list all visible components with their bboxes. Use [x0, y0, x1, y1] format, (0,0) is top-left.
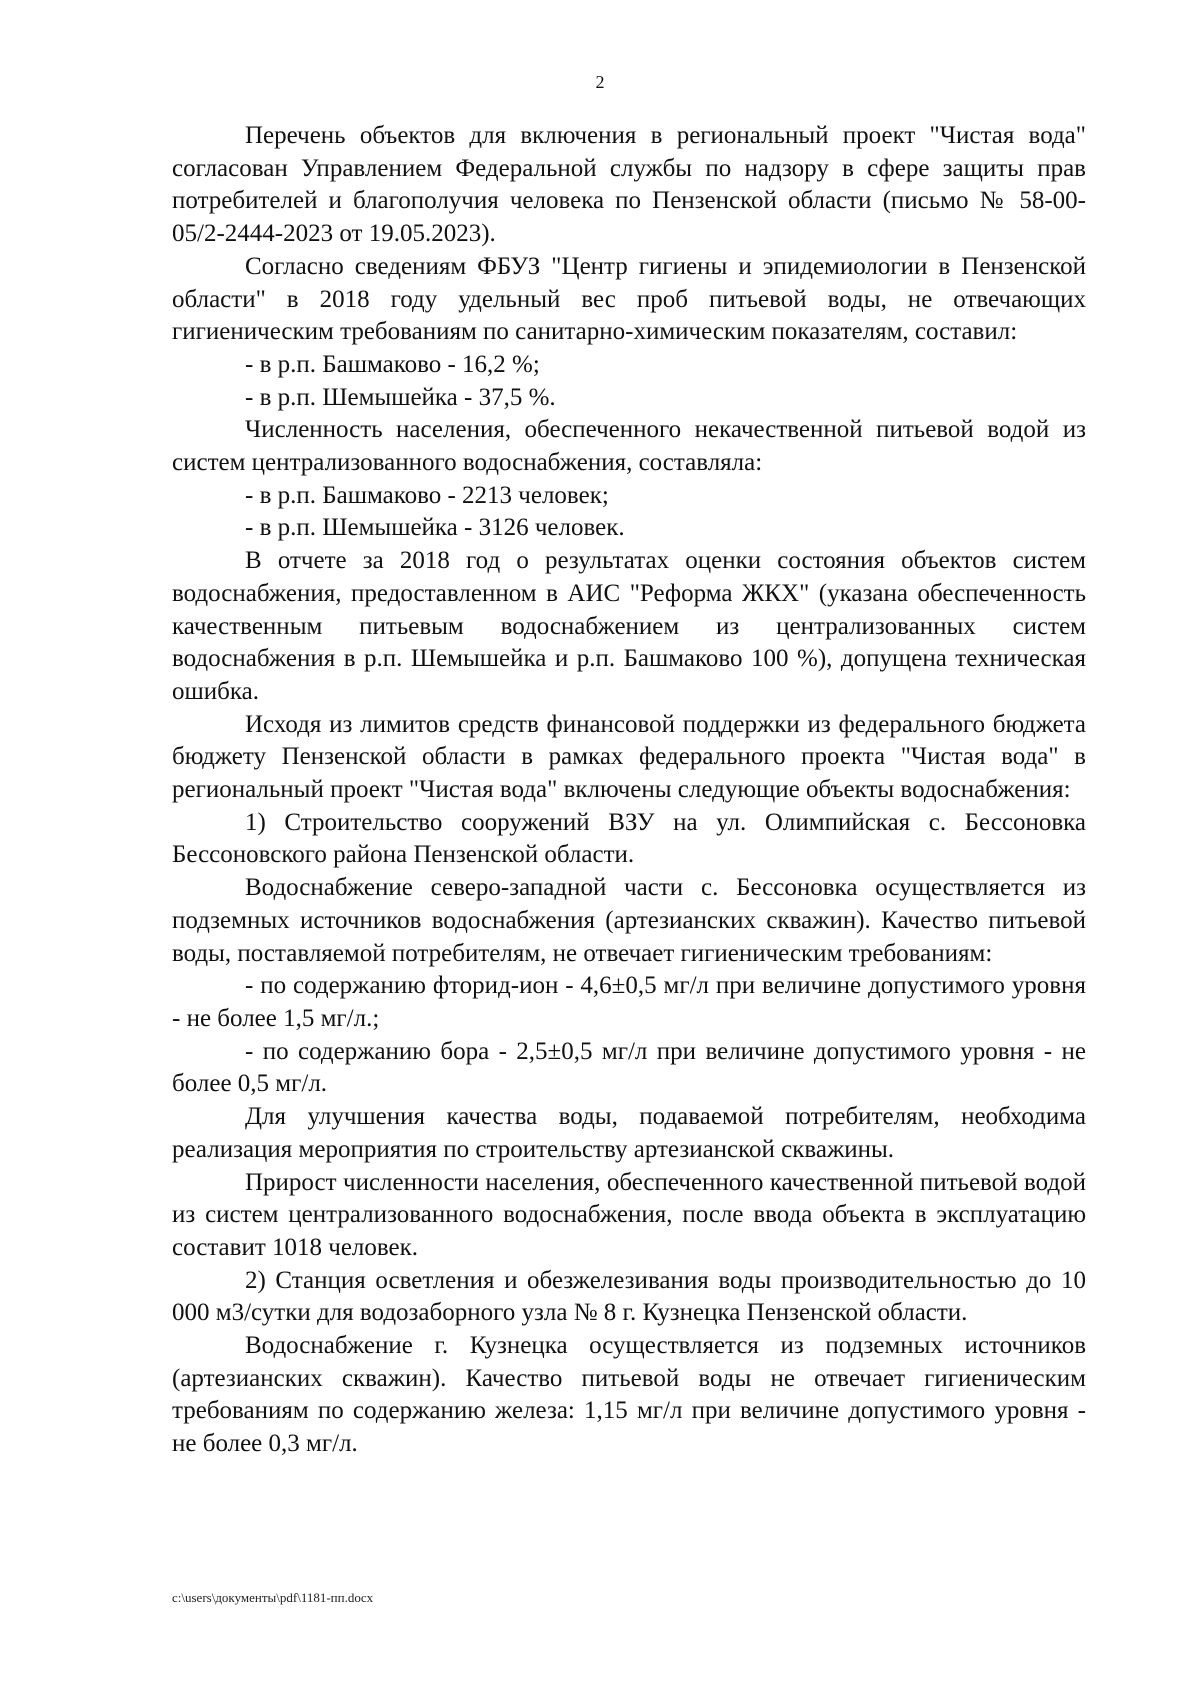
list-item-fluoride: - по содержанию фторид-ион - 4,6±0,5 мг/л при величине допустимого уровня - не более 1,5 мг/л.; — [172, 972, 1086, 1032]
paragraph-funding-limits: Исходя из лимитов средств финансовой поддержки из федерального бюджета бюджету Пензенской области в рамках федерального проекта "Чистая вода" в региональный проект "Чистая вода" включены следующие объекты водоснабжения: — [172, 710, 1086, 804]
list-item-bashmakovo-people: - в р.п. Башмаково - 2213 человек; — [245, 481, 609, 509]
list-item-shemysheyka-percent: - в р.п. Шемышейка - 37,5 %. — [245, 383, 556, 411]
footer-file-path: c:\users\документы\pdf\1181-пп.docx — [172, 1590, 374, 1605]
list-item-bashmakovo-percent: - в р.п. Башмаково - 16,2 %; — [245, 350, 540, 378]
paragraph-report-error: В отчете за 2018 год о результатах оценки состояния объектов систем водоснабжения, предоставленном в АИС "Реформа ЖКХ" (указана обеспеченность качественным питьевым водоснабжением из централизованных систем водоснабжения в р.п. Шемышейка и р.п. Башмаково 100 %), допущена техническая ошибка. — [172, 547, 1086, 705]
paragraph-population: Численность населения, обеспеченного некачественной питьевой водой из систем централизованного водоснабжения, составляла: — [172, 416, 1086, 477]
paragraph-project-approval: Перечень объектов для включения в региональный проект "Чистая вода" согласован Управлением Федеральной службы по надзору в сфере защиты прав потребителей и благополучия человека по Пензенской области (письмо № 58-00-05/2-2444-2023 от 19.05.2023). — [172, 122, 1086, 248]
paragraph-population-growth: Прирост численности населения, обеспеченного качественной питьевой водой из систем централизованного водоснабжения, после ввода объекта в эксплуатацию составит 1018 человек. — [172, 1168, 1086, 1261]
list-item-object-1: 1) Строительство сооружений ВЗУ на ул. Олимпийская с. Бессоновка Бессоновского района Пензенской области. — [172, 808, 1086, 869]
paragraph-hygiene-data: Согласно сведениям ФБУЗ "Центр гигиены и эпидемиологии в Пензенской области" в 2018 году удельный вес проб питьевой воды, не отвечающих гигиеническим требованиям по санитарно-химическим показателям, составил: — [172, 252, 1086, 346]
paragraph-improvement: Для улучшения качества воды, подаваемой потребителям, необходима реализация мероприятия по строительству артезианской скважины. — [172, 1103, 1086, 1163]
paragraph-kuznetsk-supply: Водоснабжение г. Кузнецка осуществляется из подземных источников (артезианских скважин). Качество питьевой воды не отвечает гигиеническим требованиям по содержанию железа: 1,15 мг/л при величине допустимого уровня - не более 0,3 мг/л. — [172, 1332, 1086, 1458]
list-item-boron: - по содержанию бора - 2,5±0,5 мг/л при величине допустимого уровня - не более 0,5 мг/л. — [172, 1037, 1086, 1098]
document-body — [172, 120, 1086, 1461]
list-item-object-2: 2) Станция осветления и обезжелезивания воды производительностью до 10 000 м3/сутки для водозаборного узла № 8 г. Кузнецка Пензенской области. — [172, 1266, 1086, 1327]
page-number: 2 — [595, 72, 605, 92]
list-item-shemysheyka-people: - в р.п. Шемышейка - 3126 человек. — [245, 514, 625, 542]
paragraph-bessonovka-supply: Водоснабжение северо-западной части с. Бессоновка осуществляется из подземных источников водоснабжения (артезианских скважин). Качество питьевой воды, поставляемой потребителям, не отвечает гигиеническим требованиям: — [172, 874, 1086, 967]
